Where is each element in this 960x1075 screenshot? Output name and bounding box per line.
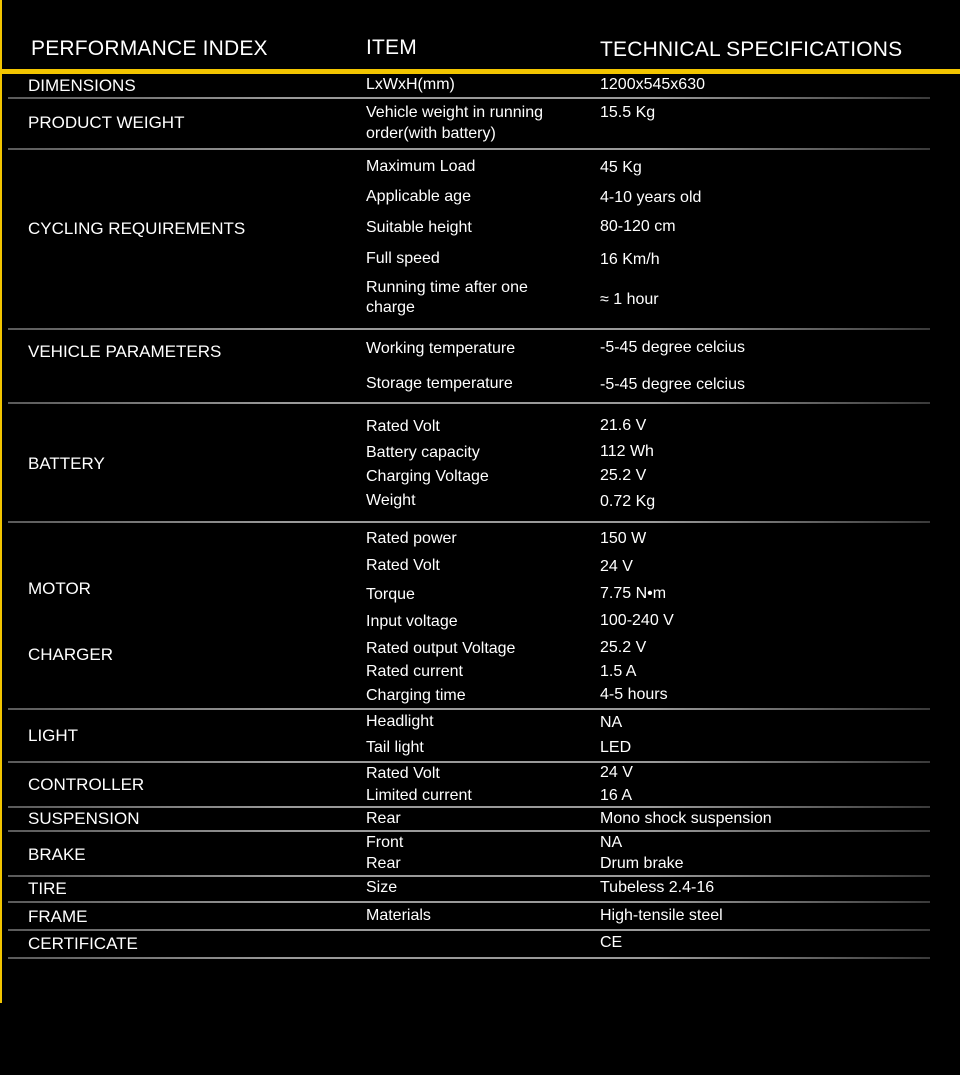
spec-tire-size: Tubeless 2.4-16 [600,879,715,896]
spec-full-speed: 16 Km/h [600,251,660,268]
row-divider [8,875,930,877]
item-frame-materials: Materials [366,907,431,924]
spec-motor-rated-volt: 24 V [600,558,633,575]
spec-rated-output-voltage: 25.2 V [600,639,647,656]
spec-rated-volt: 21.6 V [600,417,647,434]
spec-frame-materials: High-tensile steel [600,907,723,924]
spec-torque: 7.75 N•m [600,585,667,602]
item-vehicle-weight-line2: order(with battery) [366,125,496,142]
item-charging-time: Charging time [366,687,466,704]
spec-suspension-rear: Mono shock suspension [600,810,772,827]
row-divider [8,806,930,808]
item-brake-rear: Rear [366,855,401,872]
category-charger: CHARGER [28,645,114,664]
item-battery-weight: Weight [366,492,416,509]
header-performance-index: PERFORMANCE INDEX [31,37,268,60]
row-divider [8,148,930,150]
spec-rated-current: 1.5 A [600,663,637,680]
spec-charging-voltage: 25.2 V [600,467,647,484]
category-tire: TIRE [28,879,67,898]
spec-controller-rated-volt: 24 V [600,764,633,781]
item-battery-capacity: Battery capacity [366,444,480,461]
spec-battery-weight: 0.72 Kg [600,493,656,510]
item-running-time-line2: charge [366,299,415,316]
item-rated-volt: Rated Volt [366,418,440,435]
spec-limited-current: 16 A [600,787,633,804]
row-divider [8,328,930,330]
item-tail-light: Tail light [366,739,424,756]
category-controller: CONTROLLER [28,775,145,794]
category-dimensions: DIMENSIONS [28,76,136,95]
row-divider [8,901,930,903]
header-technical-specifications: TECHNICAL SPECIFICATIONS [600,38,903,61]
row-divider [8,830,930,832]
row-divider [8,761,930,763]
category-vehicle-parameters: VEHICLE PARAMETERS [28,342,222,361]
item-controller-rated-volt: Rated Volt [366,765,440,782]
item-tire-size: Size [366,879,398,896]
item-maximum-load: Maximum Load [366,158,476,175]
category-battery: BATTERY [28,454,105,473]
spec-suitable-height: 80-120 cm [600,218,676,235]
item-storage-temperature: Storage temperature [366,375,513,392]
category-motor: MOTOR [28,579,91,598]
row-divider [8,521,930,523]
row-divider [8,957,930,959]
row-divider [8,402,930,404]
category-certificate: CERTIFICATE [28,934,138,953]
category-frame: FRAME [28,907,88,926]
item-suitable-height: Suitable height [366,219,472,236]
spec-input-voltage: 100-240 V [600,612,674,629]
category-brake: BRAKE [28,845,86,864]
item-headlight: Headlight [366,713,434,730]
spec-certificate: CE [600,934,623,951]
item-working-temperature: Working temperature [366,340,516,357]
item-dimensions: LxWxH(mm) [366,76,455,93]
spec-rated-power: 150 W [600,530,647,547]
spec-maximum-load: 45 Kg [600,159,642,176]
item-motor-rated-volt: Rated Volt [366,557,440,574]
category-product-weight: PRODUCT WEIGHT [28,113,185,132]
spec-brake-front: NA [600,834,623,851]
category-light: LIGHT [28,726,79,745]
spec-storage-temperature: -5-45 degree celcius [600,376,745,393]
item-torque: Torque [366,586,415,603]
item-brake-front: Front [366,834,404,851]
item-rated-output-voltage: Rated output Voltage [366,640,516,657]
category-cycling-requirements: CYCLING REQUIREMENTS [28,219,246,238]
spec-vehicle-weight: 15.5 Kg [600,104,656,121]
header-underline [0,69,960,74]
spec-applicable-age: 4-10 years old [600,189,702,206]
spec-dimensions: 1200x545x630 [600,76,705,93]
spec-tail-light: LED [600,739,632,756]
item-input-voltage: Input voltage [366,613,458,630]
row-divider [8,97,930,99]
item-vehicle-weight-line1: Vehicle weight in running [366,104,544,121]
spec-headlight: NA [600,714,623,731]
spec-running-time: ≈ 1 hour [600,291,659,308]
item-running-time-line1: Running time after one [366,279,528,296]
item-rated-power: Rated power [366,530,457,547]
spec-charging-time: 4-5 hours [600,686,668,703]
table-header [0,0,960,74]
row-divider [8,929,930,931]
header-item: ITEM [366,36,417,59]
item-full-speed: Full speed [366,250,440,267]
item-rated-current: Rated current [366,663,463,680]
spec-working-temperature: -5-45 degree celcius [600,339,745,356]
spec-battery-capacity: 112 Wh [600,443,654,460]
item-applicable-age: Applicable age [366,188,471,205]
category-suspension: SUSPENSION [28,809,140,828]
item-limited-current: Limited current [366,787,472,804]
row-divider [8,708,930,710]
item-suspension-rear: Rear [366,810,401,827]
item-charging-voltage: Charging Voltage [366,468,489,485]
spec-brake-rear: Drum brake [600,855,684,872]
